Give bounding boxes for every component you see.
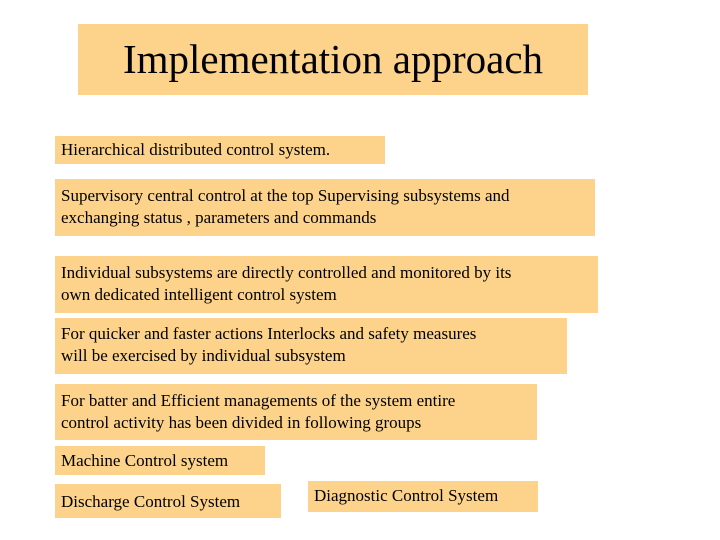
- bullet-box-individual-subsystems: Individual subsystems are directly controlled and monitored by its own dedicated intelligent control system: [55, 256, 598, 313]
- bullet-box-hierarchical: Hierarchical distributed control system.: [55, 136, 385, 164]
- bullet-box-groups-intro: For batter and Efficient managements of the system entire control activity has been divided in following groups: [55, 384, 537, 440]
- bullet-box-supervisory: Supervisory central control at the top Supervising subsystems and exchanging status , parameters and commands: [55, 179, 595, 236]
- group-box-machine-control: Machine Control system: [55, 446, 265, 475]
- bullet-box-interlocks: For quicker and faster actions Interlocks and safety measures will be exercised by individual subsystem: [55, 318, 567, 374]
- group-box-discharge-control: Discharge Control System: [55, 484, 281, 518]
- slide-title: Implementation approach: [78, 24, 588, 95]
- group-box-diagnostic-control: Diagnostic Control System: [308, 481, 538, 512]
